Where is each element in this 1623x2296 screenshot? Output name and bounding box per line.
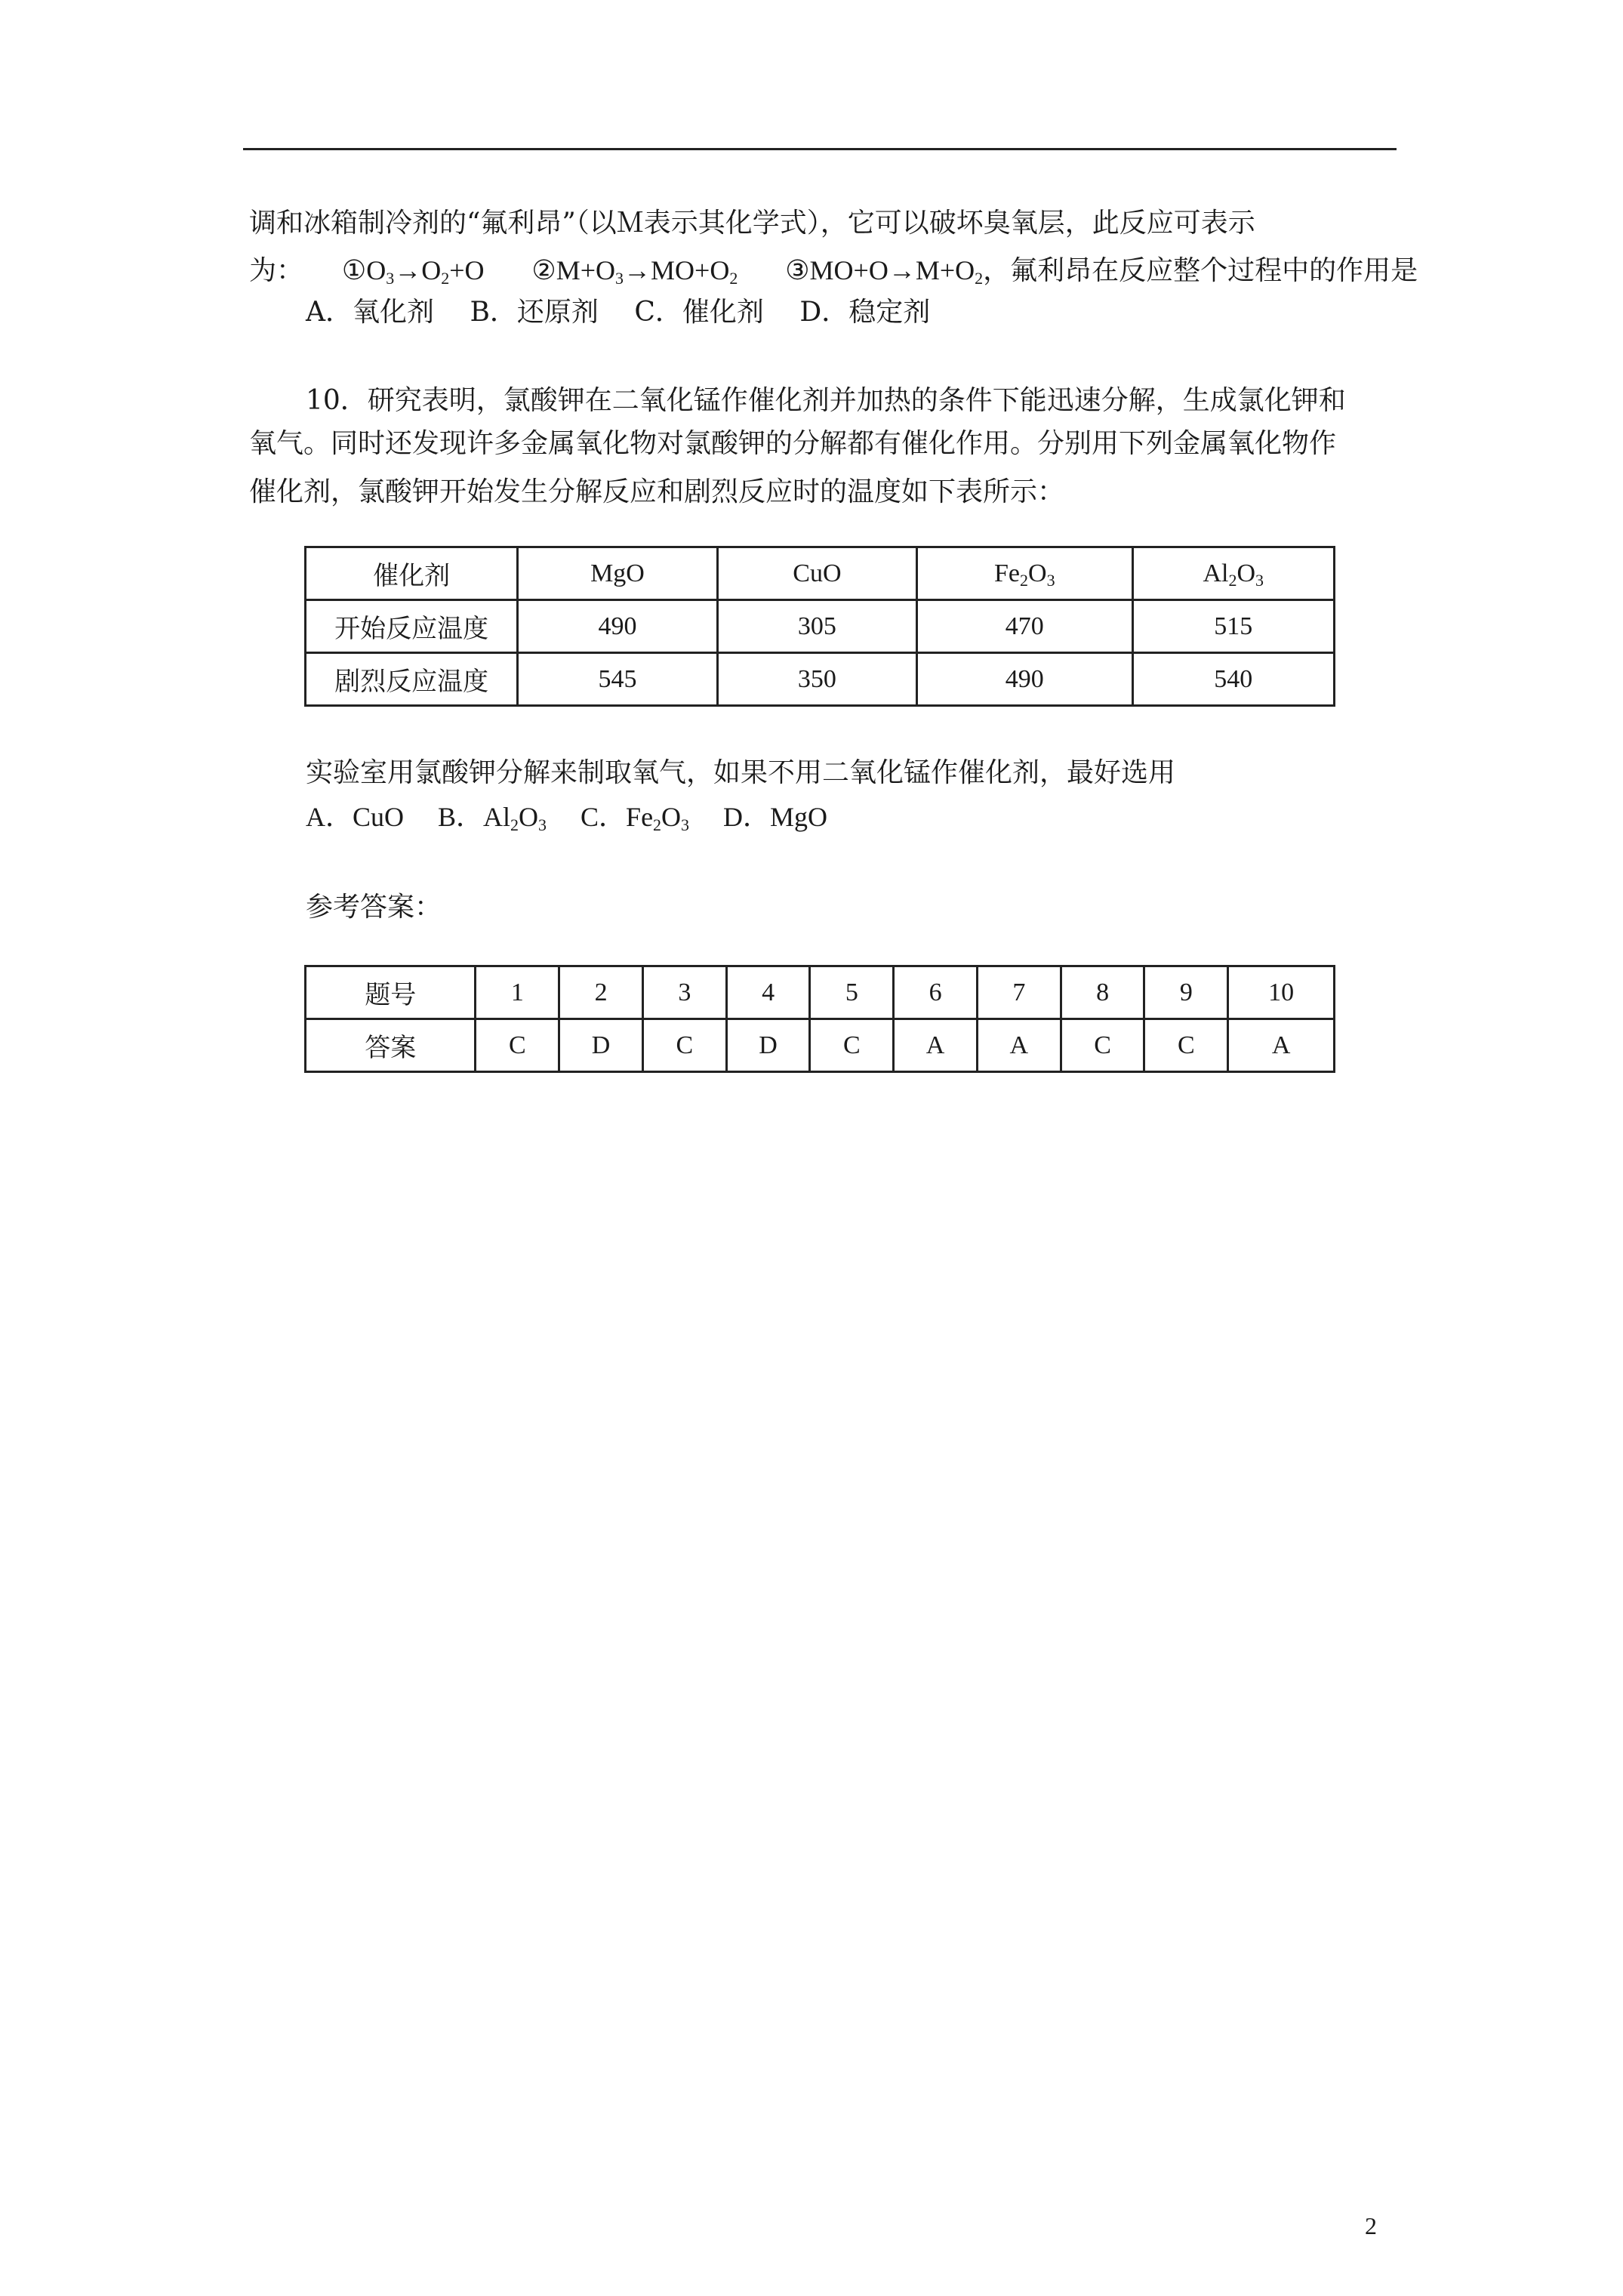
- table-cell: C: [642, 1019, 726, 1072]
- header-catalyst: 催化剂: [306, 547, 518, 600]
- table-row: [306, 600, 1335, 653]
- header-question-number: 题号: [306, 966, 476, 1019]
- header-mgo: MgO: [518, 547, 717, 600]
- table-cell: A: [977, 1019, 1061, 1072]
- table-cell: 3: [642, 966, 726, 1019]
- table-cell: 8: [1061, 966, 1144, 1019]
- table-header-row: [306, 547, 1335, 600]
- answer-table: [304, 965, 1335, 1073]
- table-cell: C: [1061, 1019, 1144, 1072]
- table-cell: 2: [559, 966, 643, 1019]
- table-cell: C: [810, 1019, 894, 1072]
- answers-title: 参考答案：: [306, 892, 442, 923]
- reaction-2: $②M+O_3\to MO+O_2$: [531, 255, 738, 288]
- reaction-1: $①O_3\to O_2+O$: [341, 255, 485, 288]
- table-cell: 490: [518, 600, 717, 653]
- answer-value-row: [306, 1019, 1335, 1072]
- q10-options: A．CuO B．$Al_2O_3$ C．$Fe_2O_3$ D．MgO: [306, 802, 828, 834]
- table-cell: A: [1228, 1019, 1335, 1072]
- reaction-3: $③MO+O\to M+O_2$: [785, 255, 984, 288]
- table-cell: 1: [476, 966, 559, 1019]
- header-cuo: CuO: [717, 547, 916, 600]
- q9-line2-suffix: ，氟利昂在反应整个过程中的作用是: [983, 255, 1418, 286]
- q9-options: A．氧化剂 B．还原剂 C．催化剂 D．稳定剂: [306, 297, 931, 328]
- table-cell: 4: [726, 966, 810, 1019]
- q10-line2: 氧气。同时还发现许多金属氧化物对氯酸钾的分解都有催化作用。分别用下列金属氧化物作: [249, 428, 1337, 459]
- q10-question: 实验室用氯酸钾分解来制取氧气，如果不用二氧化锰作催化剂，最好选用: [306, 757, 1176, 788]
- q10-line1: 10．研究表明，氯酸钾在二氧化锰作催化剂并加热的条件下能迅速分解，生成氯化钾和: [306, 385, 1346, 416]
- q10-line3: 催化剂，氯酸钾开始发生分解反应和剧烈反应时的温度如下表所示：: [249, 476, 1065, 507]
- table-cell: 10: [1228, 966, 1335, 1019]
- q9-line2-prefix: 为：: [249, 255, 304, 286]
- answer-number-row: [306, 966, 1335, 1019]
- table-cell: C: [476, 1019, 559, 1072]
- table-cell: 6: [894, 966, 978, 1019]
- table-cell: 305: [717, 600, 916, 653]
- table-cell: 470: [917, 600, 1132, 653]
- header-al2o3: $Al_2O_3$: [1132, 547, 1335, 600]
- table-cell: 545: [518, 653, 717, 706]
- header-rule: [243, 148, 1397, 150]
- table-cell: A: [894, 1019, 978, 1072]
- page-number: 2: [1365, 2212, 1377, 2239]
- row-label: 开始反应温度: [306, 600, 518, 653]
- table-cell: 7: [977, 966, 1061, 1019]
- table-cell: 515: [1132, 600, 1335, 653]
- table-cell: 540: [1132, 653, 1335, 706]
- table-cell: 9: [1144, 966, 1228, 1019]
- table-cell: 5: [810, 966, 894, 1019]
- header-fe2o3: $Fe_2O_3$: [917, 547, 1132, 600]
- table-cell: D: [726, 1019, 810, 1072]
- table-cell: D: [559, 1019, 643, 1072]
- table-row: [306, 653, 1335, 706]
- row-label: 剧烈反应温度: [306, 653, 518, 706]
- table-cell: 490: [917, 653, 1132, 706]
- header-answer: 答案: [306, 1019, 476, 1072]
- catalyst-temperature-table: [304, 546, 1335, 707]
- q9-line1: 调和冰箱制冷剂的“氟利昂”（以Ｍ表示其化学式），它可以破坏臭氧层，此反应可表示: [249, 208, 1255, 239]
- q9-line2: [249, 251, 1418, 291]
- table-cell: 350: [717, 653, 916, 706]
- table-cell: C: [1144, 1019, 1228, 1072]
